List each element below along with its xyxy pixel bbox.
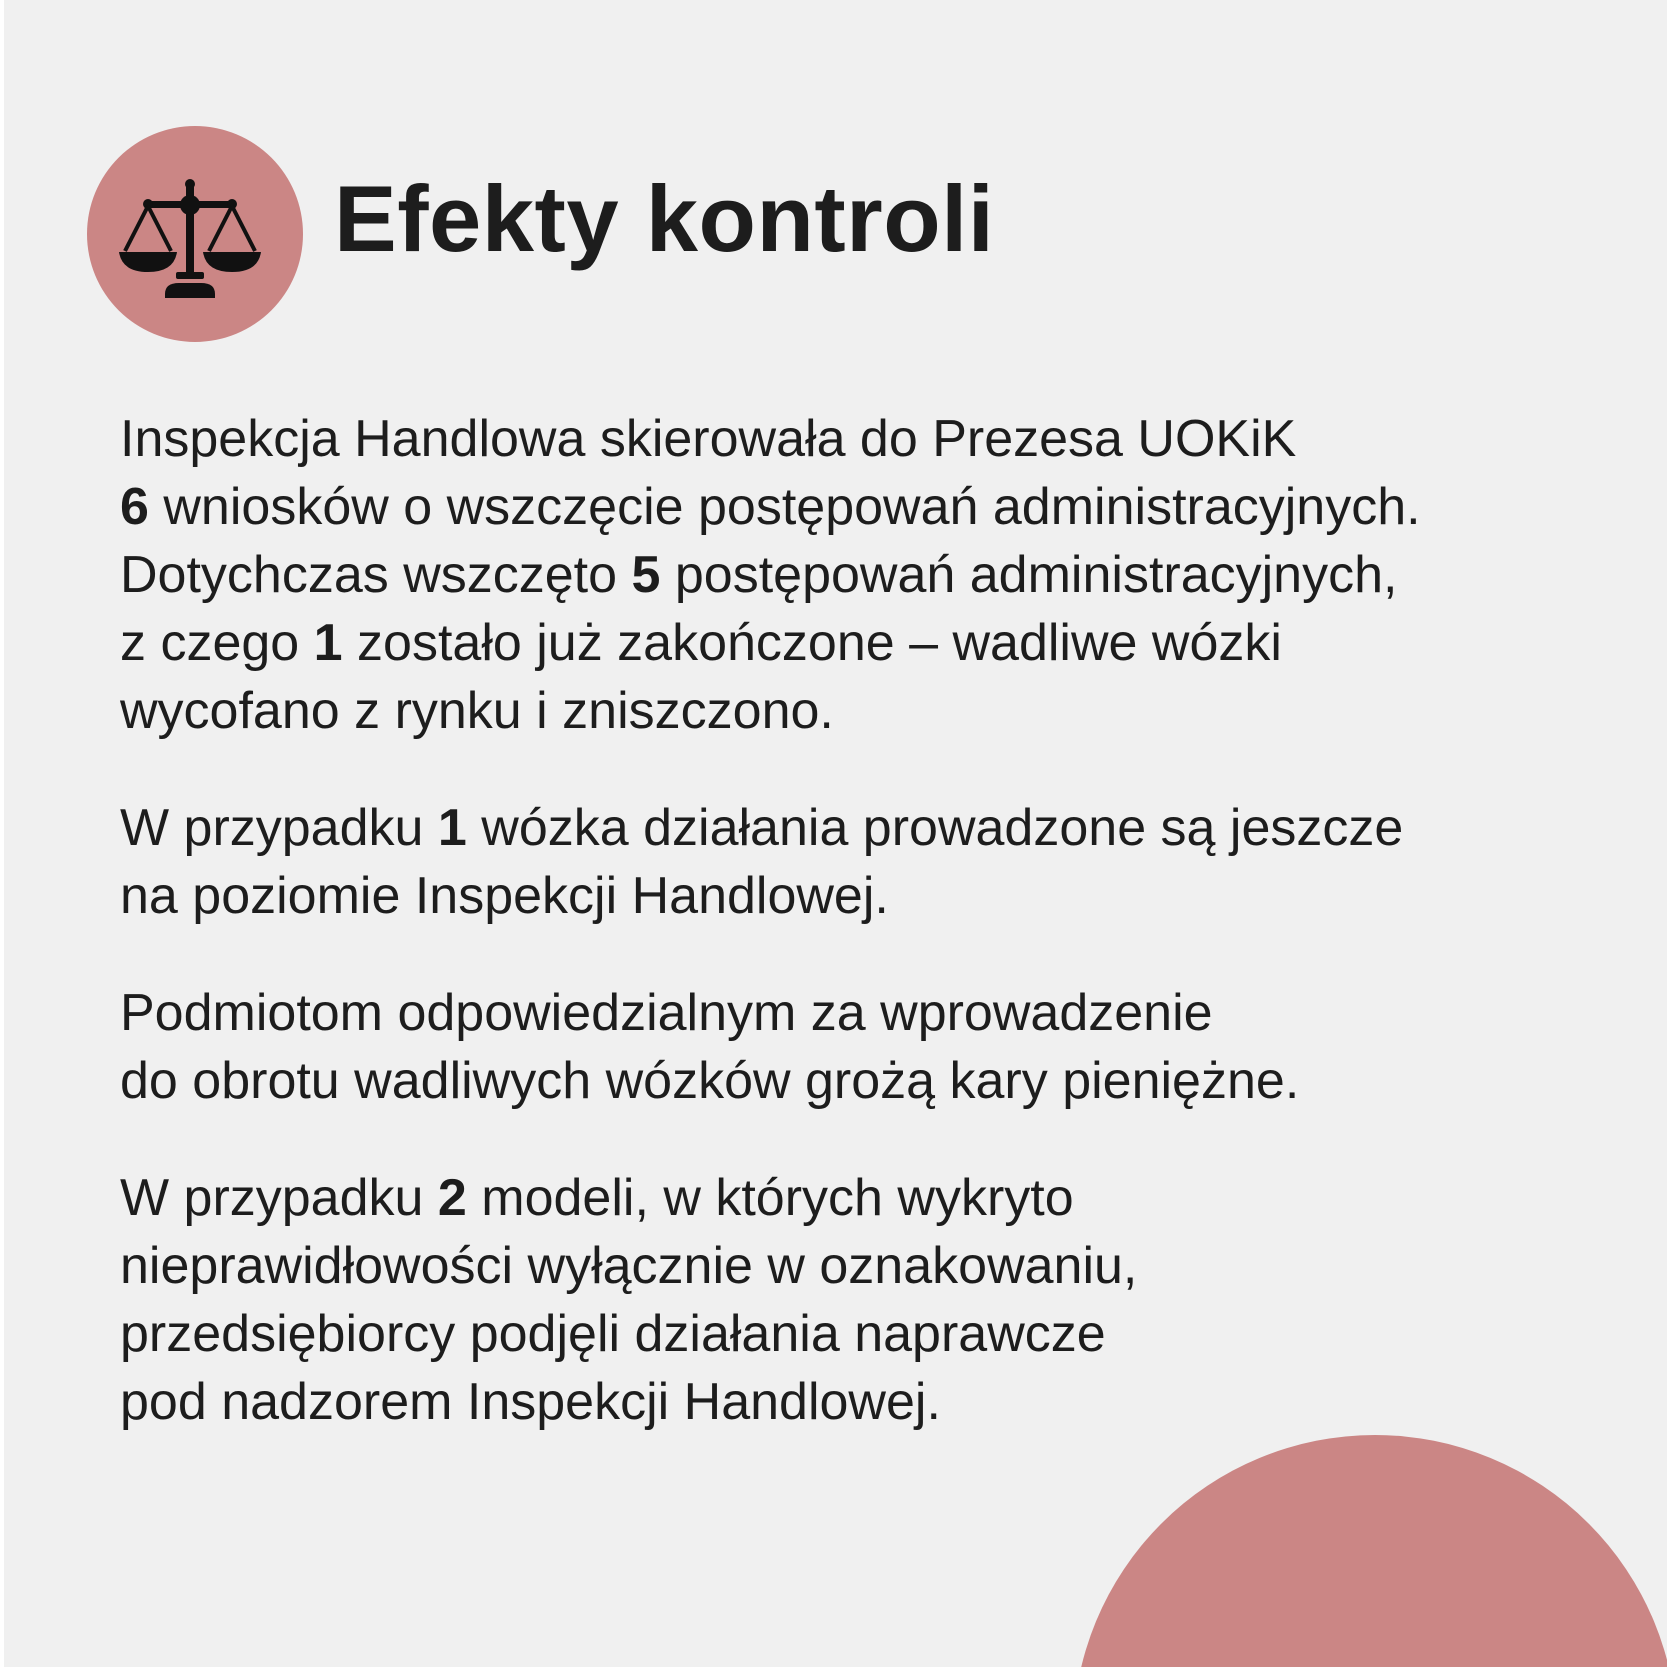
paragraph-requests xyxy=(120,405,1640,745)
highlight-number: 5 xyxy=(631,546,661,604)
body-text xyxy=(120,405,1640,1485)
highlight-number: 1 xyxy=(313,614,343,672)
paragraph-labelling xyxy=(120,1164,1640,1436)
text-line: na poziomie Inspekcji Handlowej. xyxy=(120,867,889,925)
text-line: wycofano z rynku i zniszczono. xyxy=(120,682,834,740)
text-line: do obrotu wadliwych wózków grożą kary pieniężne. xyxy=(120,1052,1300,1110)
highlight-number: 6 xyxy=(120,478,149,536)
scales-of-justice-icon xyxy=(87,126,303,342)
icon-badge xyxy=(87,126,303,342)
text-line: W przypadku 2 modeli, w których wykryto xyxy=(120,1169,1074,1227)
page-title: Efekty kontroli xyxy=(334,166,995,271)
text-line: Dotychczas wszczęto 5 postępowań administracyjnych, xyxy=(120,546,1398,604)
text-line: Inspekcja Handlowa skierowała do Prezesa UOKiK xyxy=(120,410,1297,468)
paragraph-ongoing xyxy=(120,794,1640,930)
text-line: Podmiotom odpowiedzialnym za wprowadzenie xyxy=(120,984,1213,1042)
text-line: z czego 1 zostało już zakończone – wadliwe wózki xyxy=(120,614,1282,672)
text-line: 6 wniosków o wszczęcie postępowań administracyjnych. xyxy=(120,478,1421,536)
paragraph-penalties xyxy=(120,979,1640,1115)
text-line: nieprawidłowości wyłącznie w oznakowaniu, xyxy=(120,1237,1138,1295)
text-line: W przypadku 1 wózka działania prowadzone są jeszcze xyxy=(120,799,1404,857)
content-panel xyxy=(4,0,1667,1667)
highlight-number: 1 xyxy=(437,799,467,857)
highlight-number: 2 xyxy=(437,1169,467,1227)
text-line: przedsiębiorcy podjęli działania naprawcze xyxy=(120,1305,1106,1363)
text-line: pod nadzorem Inspekcji Handlowej. xyxy=(120,1373,941,1431)
